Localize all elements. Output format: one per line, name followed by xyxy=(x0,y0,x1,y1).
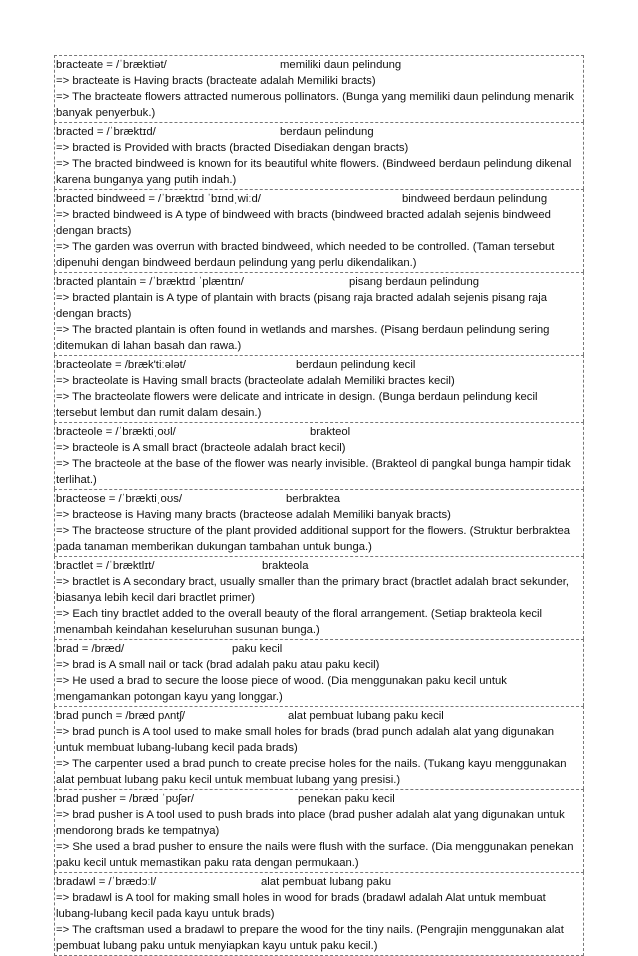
entry-bracteose xyxy=(54,489,584,556)
example: => He used a brad to secure the loose piece of wood. (Dia menggunakan paku kecil untuk mengamankan potongan kayu yang longgar.) xyxy=(56,675,507,703)
translation: berdaun pelindung xyxy=(280,126,374,138)
entry-head xyxy=(56,874,581,890)
translation: pisang berdaun pelindung xyxy=(349,276,480,288)
definition: => bracteolate is Having small bracts (bracteolate adalah Memiliki bractes kecil) xyxy=(56,375,455,387)
term: bradawl = /ˈbrædɔːl/ xyxy=(56,876,157,888)
entry-brad xyxy=(54,639,584,706)
example: => The carpenter used a brad punch to create precise holes for the nails. (Tukang kayu menggunakan alat pembuat lubang paku kecil untuk membuat lubang yang presisi.) xyxy=(56,758,567,786)
entry-bradawl xyxy=(54,872,584,956)
example: => The bracteolate flowers were delicate and intricate in design. (Bunga berdaun pelindung kecil tersebut lembut dan rumit dalam desain.) xyxy=(56,391,538,419)
dictionary-page xyxy=(54,55,584,956)
translation: penekan paku kecil xyxy=(298,793,395,805)
entry-head xyxy=(56,558,581,574)
entry-head xyxy=(56,641,581,657)
translation: berbraktea xyxy=(286,493,341,505)
entry-bracteolate xyxy=(54,355,584,422)
example: => Each tiny bractlet added to the overall beauty of the floral arrangement. (Setiap brakteola kecil menambah keindahan keseluruhan susunan bunga.) xyxy=(56,608,543,636)
term: brad punch = /bræd pʌntʃ/ xyxy=(56,710,186,722)
term: bracteolate = /bræk'tiːələt/ xyxy=(56,359,186,371)
term: bracted bindweed = /ˈbræktɪd ˈbɪndˌwiːd/ xyxy=(56,193,261,205)
example: => The bracted bindweed is known for its beautiful white flowers. (Bindweed berdaun pelindung dikenal karena bunganya yang putih indah.) xyxy=(56,158,572,186)
term: bracteole = /ˈbræktiˌoʊl/ xyxy=(56,426,176,438)
translation: alat pembuat lubang paku kecil xyxy=(288,710,444,722)
entry-bracteole xyxy=(54,422,584,489)
translation: paku kecil xyxy=(232,643,283,655)
definition: => bracteose is Having many bracts (bracteose adalah Memiliki banyak bracts) xyxy=(56,509,451,521)
definition: => brad is A small nail or tack (brad adalah paku atau paku kecil) xyxy=(56,659,380,671)
example: => The bracteole at the base of the flower was nearly invisible. (Brakteol di pangkal bunga hampir tidak terlihat.) xyxy=(56,458,571,486)
example: => The bracteate flowers attracted numerous pollinators. (Bunga yang memiliki daun pelindung menarik banyak penyerbuk.) xyxy=(56,91,574,119)
definition: => bracted bindweed is A type of bindweed with bracts (bindweed bracted adalah sejenis bindweed dengan bracts) xyxy=(56,209,551,237)
term: bracted = /ˈbræktɪd/ xyxy=(56,126,156,138)
entry-bractlet xyxy=(54,556,584,639)
entry-head xyxy=(56,57,581,73)
translation: memiliki daun pelindung xyxy=(280,59,402,71)
example: => She used a brad pusher to ensure the nails were flush with the surface. (Dia menggunakan penekan paku kecil untuk memastikan paku rata dengan permukaan.) xyxy=(56,841,574,869)
entry-bracted-bindweed xyxy=(54,189,584,272)
term: brad pusher = /bræd ˈpʊʃər/ xyxy=(56,793,194,805)
entry-bracted-plantain xyxy=(54,272,584,355)
definition: => brad pusher is A tool used to push brads into place (brad pusher adalah alat yang digunakan untuk mendorong brads ke tempatnya) xyxy=(56,809,565,837)
term: bracteate = /ˈbræktiət/ xyxy=(56,59,167,71)
example: => The garden was overrun with bracted bindweed, which needed to be controlled. (Taman tersebut dipenuhi dengan bindweed berdaun pelindung yang perlu dikendalikan.) xyxy=(56,241,555,269)
definition: => bradawl is A tool for making small holes in wood for brads (bradawl adalah Alat untuk membuat lubang-lubang kecil pada kayu untuk brads) xyxy=(56,892,546,920)
entry-head xyxy=(56,124,581,140)
term: brad = /bræd/ xyxy=(56,643,125,655)
entry-head xyxy=(56,708,581,724)
entry-bracted xyxy=(54,122,584,189)
translation: bindweed berdaun pelindung xyxy=(402,193,548,205)
definition: => bracted plantain is A type of plantain with bracts (pisang raja bracted adalah sejenis pisang raja dengan bracts) xyxy=(56,292,548,320)
entry-bracteate xyxy=(54,55,584,122)
translation: brakteol xyxy=(310,426,351,438)
example: => The craftsman used a bradawl to prepare the wood for the tiny nails. (Pengrajin menggunakan alat pembuat lubang paku untuk menyiapkan kayu untuk paku kecil.) xyxy=(56,924,564,952)
entry-head xyxy=(56,424,581,440)
entry-head xyxy=(56,491,581,507)
entry-brad-pusher xyxy=(54,789,584,872)
term: bracteose = /ˈbræktiˌoʊs/ xyxy=(56,493,183,505)
entry-head xyxy=(56,274,581,290)
definition: => bracted is Provided with bracts (bracted Disediakan dengan bracts) xyxy=(56,142,409,154)
term: bracted plantain = /ˈbræktɪd ˈplæntɪn/ xyxy=(56,276,244,288)
example: => The bracteose structure of the plant provided additional support for the flowers. (Struktur berbraktea pada tanaman memberikan dukungan tambahan untuk bunga.) xyxy=(56,525,571,553)
example: => The bracted plantain is often found in wetlands and marshes. (Pisang berdaun pelindung sering ditemukan di lahan basah dan rawa.) xyxy=(56,324,550,352)
translation: brakteola xyxy=(262,560,309,572)
translation: berdaun pelindung kecil xyxy=(296,359,416,371)
entry-head xyxy=(56,791,581,807)
definition: => bracteole is A small bract (bracteole adalah bract kecil) xyxy=(56,442,346,454)
definition: => bractlet is A secondary bract, usually smaller than the primary bract (bractlet adalah bract sekunder, biasanya lebih kecil dari bractlet primer) xyxy=(56,576,570,604)
entry-head xyxy=(56,357,581,373)
definition: => bracteate is Having bracts (bracteate adalah Memiliki bracts) xyxy=(56,75,376,87)
entry-head xyxy=(56,191,581,207)
definition: => brad punch is A tool used to make small holes for brads (brad punch adalah alat yang digunakan untuk membuat lubang-lubang kecil pada brads) xyxy=(56,726,555,754)
term: bractlet = /ˈbræktlɪt/ xyxy=(56,560,155,572)
translation: alat pembuat lubang paku xyxy=(261,876,392,888)
entry-brad-punch xyxy=(54,706,584,789)
